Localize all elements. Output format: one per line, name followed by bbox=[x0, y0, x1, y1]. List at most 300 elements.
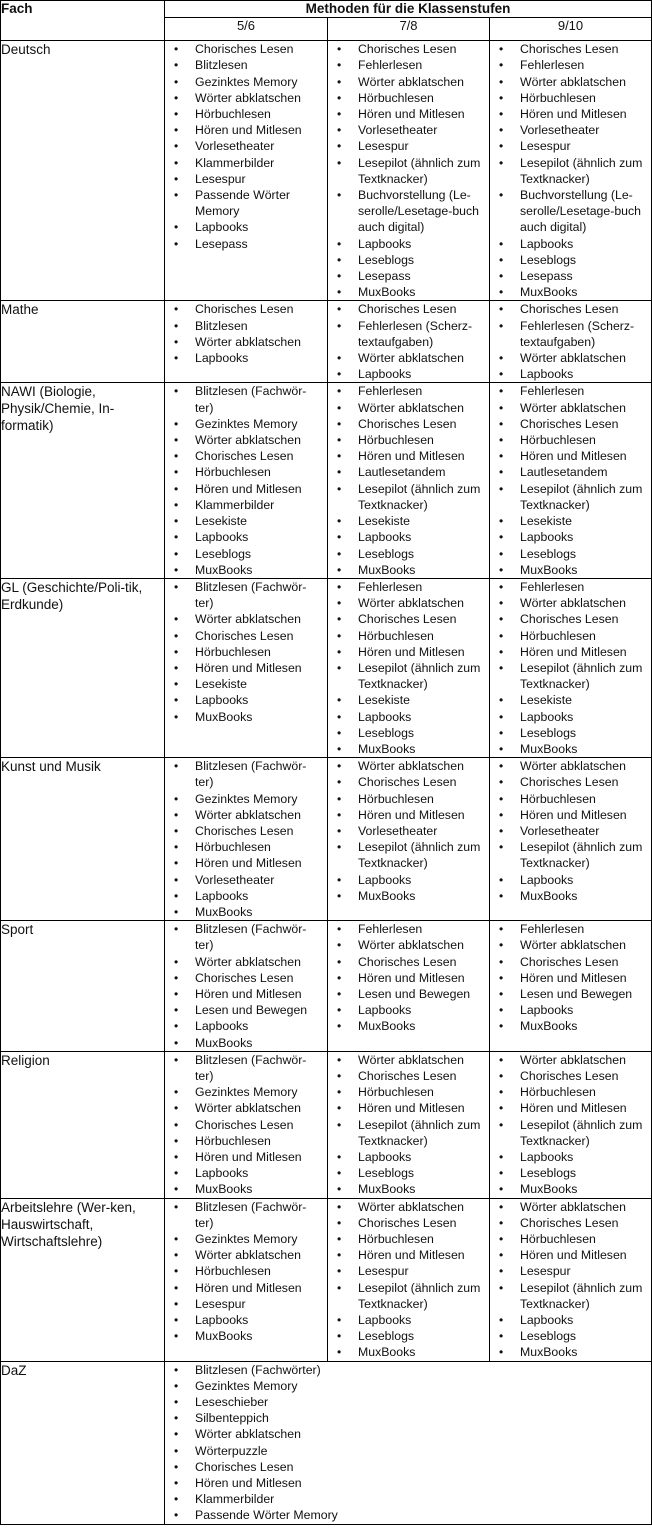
method-label: • Wörter abklatschen bbox=[195, 1248, 301, 1263]
list-item bbox=[490, 1002, 651, 1018]
method-label: • Lesespur bbox=[195, 171, 246, 186]
list-item bbox=[328, 644, 489, 660]
method-label: • Chorisches Lesen bbox=[358, 416, 457, 431]
method-label: • Lapbooks bbox=[520, 709, 574, 724]
method-label: • Lesen und Bewegen bbox=[520, 986, 633, 1001]
list-item bbox=[328, 513, 489, 529]
method-label: • Lapbooks bbox=[358, 1003, 412, 1018]
list-item bbox=[490, 888, 651, 904]
methods-cell-grade-3 bbox=[490, 41, 652, 301]
subject-name: Kunst und Musik bbox=[1, 758, 165, 921]
methods-cell-grade-1 bbox=[165, 383, 328, 578]
method-label: • Hören und Mitlesen bbox=[520, 644, 627, 659]
method-label: • Wörter abklatschen bbox=[520, 74, 626, 89]
list-item bbox=[165, 1426, 651, 1442]
method-label: • Hörbuchlesen bbox=[358, 1232, 434, 1247]
list-item bbox=[490, 1312, 651, 1328]
method-label: • Vorlesetheater bbox=[195, 872, 275, 887]
method-label: • Lapbooks bbox=[520, 367, 574, 382]
method-label: • MuxBooks bbox=[358, 1019, 416, 1034]
method-label: • MuxBooks bbox=[520, 1182, 578, 1197]
methods-cell-grade-3 bbox=[490, 758, 652, 921]
list-item bbox=[165, 888, 327, 904]
list-item bbox=[165, 1002, 327, 1018]
list-item bbox=[328, 1199, 489, 1215]
list-item bbox=[490, 595, 651, 611]
list-item bbox=[490, 1165, 651, 1181]
list-item bbox=[165, 562, 327, 578]
method-label: • Hören und Mitlesen bbox=[195, 1280, 302, 1295]
method-label: • MuxBooks bbox=[195, 1182, 253, 1197]
list-item bbox=[490, 1263, 651, 1279]
list-item bbox=[165, 106, 327, 122]
list-item bbox=[328, 448, 489, 464]
method-label: • Fehlerlesen bbox=[520, 384, 585, 399]
method-label: • Wörter abklatschen bbox=[520, 1052, 626, 1067]
methods-cell-all-grades bbox=[165, 1361, 652, 1524]
list-item bbox=[165, 416, 327, 432]
methods-list bbox=[490, 579, 651, 757]
method-label: • Leseblogs bbox=[520, 1166, 577, 1181]
method-label: • MuxBooks bbox=[520, 285, 578, 300]
list-item bbox=[490, 709, 651, 725]
subject-name: Deutsch bbox=[1, 41, 165, 301]
method-label: • Lapbooks bbox=[520, 530, 574, 545]
list-item bbox=[328, 41, 489, 57]
list-item bbox=[328, 921, 489, 937]
method-label: • Fehlerlesen bbox=[358, 579, 423, 594]
method-label: • Leseblogs bbox=[520, 1329, 577, 1344]
list-item bbox=[165, 1035, 327, 1051]
method-label: • Lesepilot (ähnlich zum Textknacker) bbox=[358, 481, 481, 512]
list-item bbox=[328, 1068, 489, 1084]
method-label: • Lesekiste bbox=[358, 514, 410, 529]
subject-row-religion bbox=[1, 1051, 652, 1198]
method-label: • Gezinktes Memory bbox=[195, 1085, 298, 1100]
method-label: • Lesepilot (ähnlich zum Textknacker) bbox=[520, 840, 643, 871]
methods-list bbox=[490, 301, 651, 382]
list-item bbox=[165, 318, 327, 334]
list-item bbox=[328, 268, 489, 284]
methods-list bbox=[165, 758, 327, 920]
list-item bbox=[328, 464, 489, 480]
list-item bbox=[490, 41, 651, 57]
list-item bbox=[328, 1231, 489, 1247]
list-item bbox=[165, 872, 327, 888]
list-item bbox=[328, 155, 489, 187]
method-label: • Hören und Mitlesen bbox=[195, 1476, 302, 1491]
list-item bbox=[328, 1181, 489, 1197]
list-item bbox=[490, 57, 651, 73]
list-item bbox=[490, 774, 651, 790]
method-label: • Blitzlesen (Fachwör-ter) bbox=[195, 1199, 307, 1230]
method-label: • Leseblogs bbox=[358, 546, 415, 561]
list-item bbox=[165, 904, 327, 920]
list-item bbox=[328, 595, 489, 611]
methods-list bbox=[328, 921, 489, 1034]
method-label: • Leseblogs bbox=[358, 252, 415, 267]
method-label: • MuxBooks bbox=[520, 562, 578, 577]
list-item bbox=[328, 1018, 489, 1034]
list-item bbox=[328, 383, 489, 399]
methods-list bbox=[328, 301, 489, 382]
list-item bbox=[490, 187, 651, 236]
method-label: • Lesespur bbox=[358, 139, 409, 154]
list-item bbox=[490, 1215, 651, 1231]
list-item bbox=[165, 236, 327, 252]
list-item bbox=[328, 90, 489, 106]
list-item bbox=[328, 872, 489, 888]
method-label: • Wörter abklatschen bbox=[520, 759, 626, 774]
list-item bbox=[165, 970, 327, 986]
method-label: • Fehlerlesen bbox=[358, 58, 423, 73]
list-item bbox=[165, 301, 327, 317]
list-item bbox=[490, 400, 651, 416]
methods-cell-grade-1 bbox=[165, 41, 328, 301]
subject-row-daz bbox=[1, 1361, 652, 1524]
grade-header-5-6: 5/6 bbox=[165, 18, 328, 41]
method-label: • Wörter abklatschen bbox=[358, 74, 464, 89]
method-label: • MuxBooks bbox=[358, 562, 416, 577]
list-item bbox=[490, 481, 651, 513]
list-item bbox=[165, 1117, 327, 1133]
methods-cell-grade-1 bbox=[165, 1198, 328, 1361]
method-label: • Hören und Mitlesen bbox=[358, 644, 465, 659]
list-item bbox=[165, 334, 327, 350]
method-label: • Lesepilot (ähnlich zum Textknacker) bbox=[520, 1280, 643, 1311]
method-label: • Lesepilot (ähnlich zum Textknacker) bbox=[520, 155, 643, 186]
list-item bbox=[165, 497, 327, 513]
method-label: • Lesepilot (ähnlich zum Textknacker) bbox=[358, 1117, 481, 1148]
methods-cell-grade-2 bbox=[328, 383, 490, 578]
method-label: • Lesepilot (ähnlich zum Textknacker) bbox=[520, 481, 643, 512]
header-row bbox=[1, 1, 652, 18]
list-item bbox=[328, 1280, 489, 1312]
list-item bbox=[165, 954, 327, 970]
list-item bbox=[328, 725, 489, 741]
method-label: • Lautlesetandem bbox=[358, 465, 446, 480]
method-label: • Wörterpuzzle bbox=[195, 1443, 268, 1458]
list-item bbox=[490, 464, 651, 480]
method-label: • Chorisches Lesen bbox=[358, 42, 457, 57]
method-label: • Hörbuchlesen bbox=[520, 90, 596, 105]
subject-name: Religion bbox=[1, 1051, 165, 1198]
method-label: • Fehlerlesen bbox=[358, 384, 423, 399]
methods-list bbox=[490, 921, 651, 1034]
list-item bbox=[165, 74, 327, 90]
list-item bbox=[328, 758, 489, 774]
method-label: • Lesekiste bbox=[358, 693, 410, 708]
list-item bbox=[165, 1231, 327, 1247]
methods-cell-grade-3 bbox=[490, 578, 652, 757]
list-item bbox=[165, 1100, 327, 1116]
list-item bbox=[165, 1084, 327, 1100]
method-label: • Lapbooks bbox=[520, 1003, 574, 1018]
methods-cell-grade-1 bbox=[165, 578, 328, 757]
list-item bbox=[328, 57, 489, 73]
method-label: • Lapbooks bbox=[195, 351, 249, 366]
method-label: • Hörbuchlesen bbox=[195, 1133, 271, 1148]
methods-cell-grade-3 bbox=[490, 1051, 652, 1198]
methods-list bbox=[490, 1199, 651, 1361]
methods-cell-grade-2 bbox=[328, 758, 490, 921]
method-label: • Chorisches Lesen bbox=[358, 612, 457, 627]
method-label: • Hörbuchlesen bbox=[358, 1085, 434, 1100]
list-item bbox=[490, 284, 651, 300]
method-label: • MuxBooks bbox=[195, 1035, 253, 1050]
method-label: • Hören und Mitlesen bbox=[520, 107, 627, 122]
list-item bbox=[490, 628, 651, 644]
list-item bbox=[328, 236, 489, 252]
list-item bbox=[328, 301, 489, 317]
method-label: • Wörter abklatschen bbox=[195, 954, 301, 969]
list-item bbox=[490, 839, 651, 871]
list-item bbox=[165, 1263, 327, 1279]
list-item bbox=[328, 839, 489, 871]
methods-list bbox=[490, 41, 651, 300]
list-item bbox=[328, 1328, 489, 1344]
methods-cell-grade-1 bbox=[165, 1051, 328, 1198]
method-label: • Leseblogs bbox=[520, 546, 577, 561]
method-label: • Lapbooks bbox=[195, 530, 249, 545]
list-item bbox=[328, 660, 489, 692]
list-item bbox=[328, 611, 489, 627]
list-item bbox=[490, 106, 651, 122]
list-item bbox=[165, 546, 327, 562]
method-label: • Chorisches Lesen bbox=[358, 1215, 457, 1230]
methods-list bbox=[165, 301, 327, 366]
list-item bbox=[165, 1247, 327, 1263]
method-label: • Wörter abklatschen bbox=[358, 1199, 464, 1214]
list-item bbox=[165, 660, 327, 676]
list-item bbox=[165, 1394, 651, 1410]
method-label: • Gezinktes Memory bbox=[195, 416, 298, 431]
list-item bbox=[165, 1312, 327, 1328]
method-label: • Blitzlesen bbox=[195, 318, 248, 333]
methods-cell-grade-3 bbox=[490, 301, 652, 383]
list-item bbox=[165, 807, 327, 823]
list-item bbox=[328, 350, 489, 366]
method-label: • Chorisches Lesen bbox=[195, 449, 294, 464]
methods-list bbox=[165, 41, 327, 252]
list-item bbox=[328, 937, 489, 953]
list-item bbox=[328, 807, 489, 823]
list-item bbox=[165, 1410, 651, 1426]
list-item bbox=[490, 448, 651, 464]
method-label: • Lapbooks bbox=[195, 693, 249, 708]
method-label: • Lapbooks bbox=[358, 367, 412, 382]
method-label: • Hörbuchlesen bbox=[520, 1232, 596, 1247]
method-label: • Hörbuchlesen bbox=[520, 1085, 596, 1100]
method-label: • Lautlesetandem bbox=[520, 465, 608, 480]
fach-header: Fach bbox=[1, 1, 165, 41]
method-label: • Lapbooks bbox=[520, 1150, 574, 1165]
methods-cell-grade-2 bbox=[328, 41, 490, 301]
list-item bbox=[165, 1199, 327, 1231]
list-item bbox=[165, 383, 327, 415]
method-label: • Chorisches Lesen bbox=[520, 775, 619, 790]
list-item bbox=[165, 676, 327, 692]
method-label: • Lapbooks bbox=[358, 236, 412, 251]
method-label: • Wörter abklatschen bbox=[520, 400, 626, 415]
method-label: • Gezinktes Memory bbox=[195, 1378, 298, 1393]
method-label: • Hören und Mitlesen bbox=[358, 970, 465, 985]
list-item bbox=[165, 1378, 651, 1394]
list-item bbox=[328, 888, 489, 904]
grade-header-9-10: 9/10 bbox=[490, 18, 652, 41]
list-item bbox=[165, 1507, 651, 1523]
list-item bbox=[490, 1100, 651, 1116]
list-item bbox=[165, 1052, 327, 1084]
method-label: • Leseblogs bbox=[358, 1166, 415, 1181]
list-item bbox=[165, 628, 327, 644]
list-item bbox=[328, 1215, 489, 1231]
methods-list bbox=[328, 41, 489, 300]
list-item bbox=[328, 579, 489, 595]
list-item bbox=[165, 171, 327, 187]
method-label: • Chorisches Lesen bbox=[358, 1069, 457, 1083]
method-label: • Lapbooks bbox=[358, 1313, 412, 1328]
method-label: • Lapbooks bbox=[195, 1313, 249, 1328]
list-item bbox=[328, 122, 489, 138]
method-label: • Vorlesetheater bbox=[358, 823, 438, 838]
list-item bbox=[490, 138, 651, 154]
method-label: • Wörter abklatschen bbox=[195, 1101, 301, 1116]
grade-header-7-8: 7/8 bbox=[328, 18, 490, 41]
method-label: • Wörter abklatschen bbox=[358, 400, 464, 415]
method-label: • Lesepilot (ähnlich zum Textknacker) bbox=[358, 155, 481, 186]
list-item bbox=[328, 106, 489, 122]
method-label: • Wörter abklatschen bbox=[195, 612, 301, 627]
list-item bbox=[165, 350, 327, 366]
method-label: • Chorisches Lesen bbox=[520, 42, 619, 57]
methods-cell-grade-1 bbox=[165, 921, 328, 1052]
subject-name: DaZ bbox=[1, 1361, 165, 1524]
list-item bbox=[490, 692, 651, 708]
list-item bbox=[490, 1181, 651, 1197]
methods-cell-grade-2 bbox=[328, 921, 490, 1052]
method-label: • Hörbuchlesen bbox=[195, 1264, 271, 1279]
list-item bbox=[490, 986, 651, 1002]
method-label: • Hören und Mitlesen bbox=[520, 1248, 627, 1263]
list-item bbox=[165, 1362, 651, 1378]
method-label: • Hören und Mitlesen bbox=[195, 481, 302, 496]
subject-row-mathe bbox=[1, 301, 652, 383]
method-label: • Blitzlesen (Fachwör-ter) bbox=[195, 579, 307, 611]
list-item bbox=[328, 1117, 489, 1149]
method-label: • Lesekiste bbox=[520, 514, 572, 529]
list-item bbox=[328, 791, 489, 807]
list-item bbox=[328, 970, 489, 986]
list-item bbox=[165, 709, 327, 725]
method-label: • Chorisches Lesen bbox=[195, 970, 294, 985]
method-label: • Gezinktes Memory bbox=[195, 1232, 298, 1247]
list-item bbox=[490, 383, 651, 399]
methods-cell-grade-1 bbox=[165, 758, 328, 921]
method-label: • Hören und Mitlesen bbox=[195, 856, 302, 871]
method-label: • Buchvorstellung (Le-serolle/Lesetage-buch auch digital) bbox=[358, 188, 479, 235]
list-item bbox=[490, 579, 651, 595]
list-item bbox=[490, 611, 651, 627]
list-item bbox=[490, 366, 651, 382]
method-label: • Blitzlesen (Fachwörter) bbox=[195, 1362, 321, 1377]
list-item bbox=[165, 187, 327, 219]
list-item bbox=[490, 823, 651, 839]
method-label: • Lapbooks bbox=[520, 236, 574, 251]
method-label: • Vorlesetheater bbox=[520, 823, 600, 838]
list-item bbox=[490, 791, 651, 807]
method-label: • Lesen und Bewegen bbox=[195, 1003, 308, 1018]
list-item bbox=[328, 1002, 489, 1018]
list-item bbox=[328, 318, 489, 350]
method-label: • Lesespur bbox=[520, 139, 571, 154]
method-label: • Hören und Mitlesen bbox=[358, 449, 465, 464]
subject-name: Arbeitslehre (Wer-ken, Hauswirtschaft, Wirtschaftslehre) bbox=[1, 1198, 165, 1361]
list-item bbox=[328, 284, 489, 300]
method-label: • Chorisches Lesen bbox=[358, 775, 457, 790]
method-label: • Chorisches Lesen bbox=[195, 302, 294, 317]
list-item bbox=[328, 416, 489, 432]
method-label: • Klammerbilder bbox=[195, 497, 275, 512]
list-item bbox=[490, 807, 651, 823]
list-item bbox=[165, 481, 327, 497]
method-label: • Chorisches Lesen bbox=[195, 1117, 294, 1132]
method-label: • Passende Wörter Memory bbox=[195, 188, 291, 219]
method-label: • Lapbooks bbox=[520, 1313, 574, 1328]
method-label: • Lesepass bbox=[520, 269, 573, 284]
methods-list bbox=[328, 758, 489, 904]
method-label: • Hörbuchlesen bbox=[195, 644, 271, 659]
list-item bbox=[165, 155, 327, 171]
method-label: • Hören und Mitlesen bbox=[195, 986, 302, 1001]
list-item bbox=[165, 758, 327, 790]
list-item bbox=[490, 921, 651, 937]
methods-list bbox=[165, 1052, 327, 1198]
list-item bbox=[328, 692, 489, 708]
list-item bbox=[490, 416, 651, 432]
list-item bbox=[165, 611, 327, 627]
list-item bbox=[165, 448, 327, 464]
list-item bbox=[165, 855, 327, 871]
method-label: • Hörbuchlesen bbox=[195, 107, 271, 122]
list-item bbox=[165, 644, 327, 660]
method-label: • Wörter abklatschen bbox=[520, 938, 626, 953]
method-label: • Fehlerlesen (Scherz-textaufgaben) bbox=[520, 318, 635, 349]
method-label: • Hören und Mitlesen bbox=[520, 970, 627, 985]
method-label: • Fehlerlesen bbox=[520, 58, 585, 73]
list-item bbox=[328, 1165, 489, 1181]
method-label: • Lesekiste bbox=[520, 693, 572, 708]
method-label: • Wörter abklatschen bbox=[520, 1199, 626, 1214]
list-item bbox=[490, 432, 651, 448]
method-label: • Wörter abklatschen bbox=[195, 90, 301, 105]
list-item bbox=[328, 1344, 489, 1360]
methods-cell-grade-2 bbox=[328, 301, 490, 383]
list-item bbox=[165, 692, 327, 708]
list-item bbox=[490, 74, 651, 90]
list-item bbox=[490, 268, 651, 284]
method-label: • Chorisches Lesen bbox=[195, 823, 294, 838]
method-label: • Wörter abklatschen bbox=[520, 596, 626, 611]
method-label: • Lesepilot (ähnlich zum Textknacker) bbox=[520, 660, 643, 692]
subject-name: Mathe bbox=[1, 301, 165, 383]
list-item bbox=[490, 529, 651, 545]
list-item bbox=[490, 1052, 651, 1068]
list-item bbox=[328, 138, 489, 154]
list-item bbox=[328, 1084, 489, 1100]
method-label: • MuxBooks bbox=[358, 1345, 416, 1360]
list-item bbox=[328, 546, 489, 562]
